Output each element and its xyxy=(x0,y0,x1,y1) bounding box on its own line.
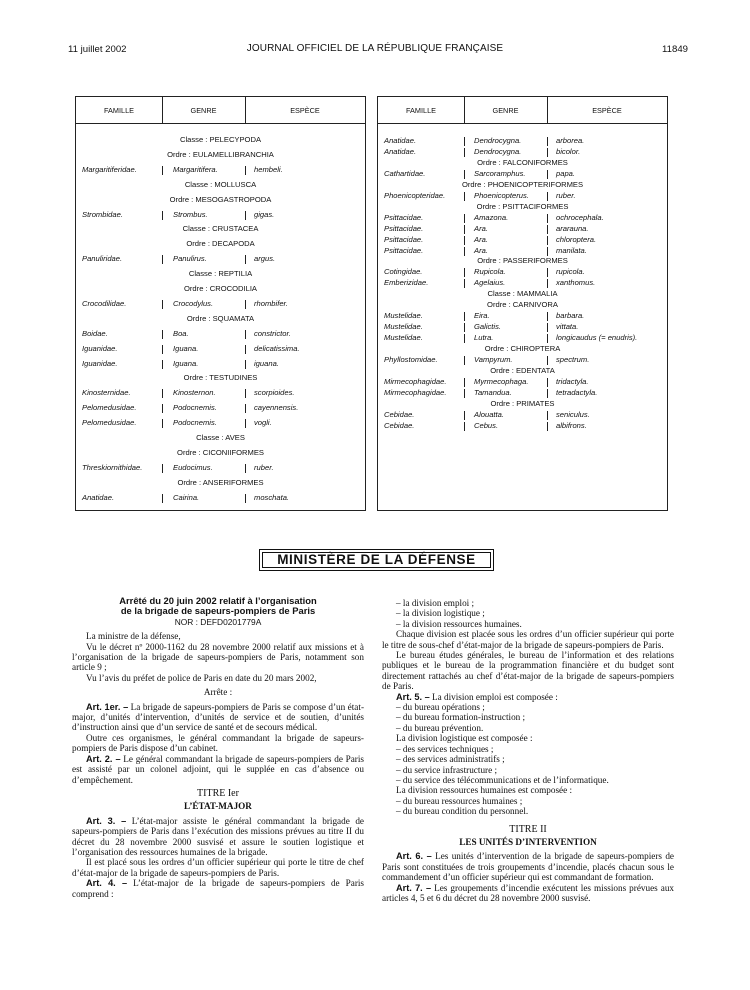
famille-cell: Cathartidae. xyxy=(384,168,426,178)
cell-divider xyxy=(162,464,163,473)
left-column xyxy=(72,596,364,899)
genre-cell: Lutra. xyxy=(474,333,494,343)
genre-cell: Tamandua. xyxy=(474,387,512,397)
cell-divider xyxy=(464,411,465,420)
cell-divider xyxy=(464,214,465,223)
list-item: – du bureau opérations ; xyxy=(396,702,485,713)
paragraph: Vu le décret nº 2000-1162 du 28 novembre 2000 relatif aux missions et à l’organisation de la brigade de sapeurs-pompiers de Paris, notamment son article 9 ; xyxy=(72,641,364,673)
list-item: – la division ressources humaines. xyxy=(396,618,522,629)
espece-cell: barbara. xyxy=(556,311,585,321)
espece-cell: tetradactyla. xyxy=(556,387,598,397)
espece-cell: rhombifer. xyxy=(254,298,288,308)
genre-cell: Alouatta. xyxy=(474,409,504,419)
species-table-right xyxy=(377,96,668,511)
titre-heading: TITRE Ier xyxy=(197,787,239,799)
espece-cell: constrictor. xyxy=(254,328,291,338)
taxon-heading: Classe : CRUSTACEA xyxy=(182,224,259,234)
taxon-heading: Ordre : SQUAMATA xyxy=(186,313,255,323)
genre-cell: Vampyrum. xyxy=(474,355,513,364)
famille-cell: Anatidae. xyxy=(82,492,115,502)
table-row xyxy=(76,209,365,221)
table-row xyxy=(76,343,365,355)
paragraph: Chaque division est placée sous les ordres d’un officier supérieur qui porte le titre de sous-chef d’état-major de la brigade de sapeurs-pompiers de Paris. xyxy=(382,629,674,650)
paragraph: La ministre de la défense, xyxy=(86,631,181,642)
table-row xyxy=(378,420,667,432)
genre-cell: Iguana. xyxy=(173,343,199,353)
famille-cell: Anatidae. xyxy=(384,146,417,156)
list-item: – du bureau ressources humaines ; xyxy=(396,795,523,806)
famille-cell: Mustelidae. xyxy=(384,311,423,321)
taxon-heading: Ordre : PHOENICOPTERIFORMES xyxy=(461,179,584,189)
cell-divider xyxy=(547,389,548,398)
taxon-heading: Ordre : PRIMATES xyxy=(490,398,555,408)
cell-divider xyxy=(547,268,548,277)
espece-cell: argus. xyxy=(254,254,276,264)
cell-divider xyxy=(464,378,465,387)
taxon-heading: Ordre : FALCONIFORMES xyxy=(477,157,568,167)
genre-cell: Margaritifera. xyxy=(173,164,218,174)
famille-cell: Mirmecophagidae. xyxy=(384,387,447,397)
cell-divider xyxy=(547,279,548,288)
cell-divider xyxy=(547,214,548,223)
list-item: – la division logistique ; xyxy=(396,608,485,619)
famille-cell: Boidae. xyxy=(82,328,108,338)
espece-cell: albifrons. xyxy=(556,420,587,430)
genre-cell: Crocodylus. xyxy=(173,298,214,308)
paragraph: Le bureau études générales, le bureau de l’information et des relations publiques et le bureau de la programmation financière et du budget sont directement rattachés au chef d’état-major de la brigade de sapeurs-pompiers de Paris. xyxy=(382,650,674,692)
header-espece: ESPÈCE xyxy=(290,106,320,115)
table-row xyxy=(76,492,365,504)
arrete-heading: Arrête : xyxy=(203,687,233,698)
taxon-heading: Classe : REPTILIA xyxy=(188,269,253,279)
espece-cell: spectrum. xyxy=(556,355,590,364)
famille-cell: Kinosternidae. xyxy=(82,388,131,398)
espece-cell: chloroptera. xyxy=(556,234,597,244)
cell-divider xyxy=(464,236,465,245)
header-espece: ESPÈCE xyxy=(592,106,622,115)
genre-cell: Panulirus. xyxy=(173,254,207,264)
paragraph: Outre ces organismes, le général commandant la brigade de sapeurs-pompiers de Paris dispose d’un cabinet. xyxy=(72,732,364,754)
cell-divider xyxy=(162,419,163,428)
cell-divider xyxy=(464,334,465,343)
page-number: 11849 xyxy=(662,44,688,55)
journal-title: JOURNAL OFFICIEL DE LA RÉPUBLIQUE FRANÇAISE xyxy=(246,43,504,54)
cell-divider xyxy=(464,422,465,431)
espece-cell: cayennensis. xyxy=(254,403,299,413)
cell-divider xyxy=(464,312,465,321)
espece-cell: ruber. xyxy=(254,462,274,472)
genre-cell: Podocnemis. xyxy=(173,418,217,428)
list-item: – des services techniques ; xyxy=(396,743,494,754)
titre-heading: TITRE II xyxy=(509,823,547,835)
table-row xyxy=(76,164,365,176)
table-row xyxy=(76,462,365,474)
famille-cell: Strombidae. xyxy=(82,209,123,219)
table-row xyxy=(76,417,365,429)
cell-divider xyxy=(245,345,246,354)
genre-cell: Rupicola. xyxy=(474,267,506,277)
paragraph: Il est placé sous les ordres d’un officier supérieur qui porte le titre de chef d’état-major de la brigade de sapeurs-pompiers de Paris. xyxy=(72,857,364,878)
cell-divider xyxy=(162,255,163,264)
article-text: Les unités d’intervention de la brigade de sapeurs-pompiers de Paris sont constituées de trois groupements d’incendie, placés chacun sous le commandement d’un officier supérieur qui est commandant de formation. xyxy=(382,851,675,883)
espece-cell: seniculus. xyxy=(556,409,590,419)
taxon-heading: Ordre : CHIROPTERA xyxy=(484,344,561,354)
cell-divider xyxy=(245,494,246,503)
famille-cell: Emberizidae. xyxy=(384,278,429,288)
famille-cell: Psittacidae. xyxy=(384,223,424,233)
cell-divider xyxy=(245,330,246,339)
taxon-heading: Ordre : CICONIIFORMES xyxy=(177,447,264,457)
cell-divider xyxy=(464,247,465,256)
cell-divider xyxy=(162,211,163,220)
header-genre: GENRE xyxy=(190,106,217,115)
cell-divider xyxy=(547,137,548,146)
cell-divider xyxy=(245,211,246,220)
taxon-heading: Ordre : DECAPODA xyxy=(186,239,255,249)
genre-cell: Dendrocygna. xyxy=(474,146,522,156)
decree-title-line2: de la brigade de sapeurs-pompiers de Paris xyxy=(120,605,316,617)
table-row xyxy=(76,387,365,399)
header-famille: FAMILLE xyxy=(405,106,436,115)
table-row xyxy=(76,253,365,265)
famille-cell: Phyllostomidae. xyxy=(384,355,438,364)
famille-cell: Mustelidae. xyxy=(384,333,423,343)
taxon-heading: Ordre : CROCODILIA xyxy=(184,284,257,293)
famille-cell: Crocodilidae. xyxy=(82,298,127,308)
article-label: Art. 4. – xyxy=(86,878,128,889)
taxon-heading: Ordre : MESOGASTROPODA xyxy=(169,194,272,204)
cell-divider xyxy=(162,389,163,398)
taxon-heading: Ordre : PASSERIFORMES xyxy=(477,256,568,266)
cell-divider xyxy=(464,279,465,288)
espece-cell: hembeli. xyxy=(254,164,283,174)
espece-cell: xanthomus. xyxy=(556,278,596,288)
section-heading: L’ÉTAT-MAJOR xyxy=(184,801,252,812)
article-label: Art. 1er. – xyxy=(86,701,129,712)
list-item: – des services administratifs ; xyxy=(396,754,505,765)
table-header xyxy=(378,97,667,124)
espece-cell: ruber. xyxy=(556,190,576,200)
genre-cell: Ara. xyxy=(474,234,488,244)
genre-cell: Iguana. xyxy=(173,358,199,368)
list-item: – du bureau prévention. xyxy=(396,722,484,733)
famille-cell: Psittacidae. xyxy=(384,212,424,222)
table-row xyxy=(76,328,365,340)
taxon-heading: Ordre : TESTUDINES xyxy=(183,373,258,383)
article-text: La division emploi est composée : xyxy=(432,691,558,702)
espece-cell: vittata. xyxy=(556,322,579,332)
cell-divider xyxy=(464,268,465,277)
list-item: – du bureau formation-instruction ; xyxy=(396,712,526,723)
famille-cell: Cebidae. xyxy=(384,409,415,419)
list-item: – du service infrastructure ; xyxy=(396,764,498,775)
cell-divider xyxy=(547,323,548,332)
cell-divider xyxy=(464,356,465,365)
espece-cell: moschata. xyxy=(254,492,290,502)
cell-divider xyxy=(245,404,246,413)
cell-divider xyxy=(547,236,548,245)
cell-divider xyxy=(464,148,465,157)
famille-cell: Margaritiferidae. xyxy=(82,164,137,174)
article-label: Art. 3. – xyxy=(86,815,127,826)
list-item: – la division emploi ; xyxy=(396,598,475,608)
famille-cell: Panuliridae. xyxy=(82,254,123,264)
cell-divider xyxy=(162,166,163,175)
header-genre: GENRE xyxy=(492,106,519,115)
table-header xyxy=(76,97,365,124)
espece-cell: rupicola. xyxy=(556,267,585,277)
nor-reference: NOR : DEFD0201779A xyxy=(174,616,262,627)
espece-cell: vogli. xyxy=(254,418,272,428)
paragraph: Vu l’avis du préfet de police de Paris en date du 20 mars 2002, xyxy=(86,672,317,683)
species-table-left xyxy=(75,96,366,511)
genre-cell: Dendrocygna. xyxy=(474,136,522,145)
espece-cell: arborea. xyxy=(556,136,585,145)
famille-cell: Threskiornithidae. xyxy=(82,462,143,472)
cell-divider xyxy=(245,300,246,309)
espece-cell: tridactyla. xyxy=(556,376,589,386)
cell-divider xyxy=(245,464,246,473)
cell-divider xyxy=(547,334,548,343)
famille-cell: Iguanidae. xyxy=(82,358,118,368)
genre-cell: Agelaius. xyxy=(474,278,506,288)
taxon-heading: Ordre : EULAMELLIBRANCHIA xyxy=(167,149,274,159)
espece-cell: scorpioides. xyxy=(254,388,295,398)
cell-divider xyxy=(464,225,465,234)
taxon-heading: Ordre : CARNIVORA xyxy=(487,300,558,310)
article-text: L’état-major assiste le général commandant la brigade de sapeurs-pompiers de Paris dans l’exécution des missions prévues au titre II du décret du 28 novembre 2000 susvisé et assure le soutien logistique et l’organisation des ressources humaines de la brigade. xyxy=(72,815,365,857)
cell-divider xyxy=(464,389,465,398)
cell-divider xyxy=(547,170,548,179)
genre-cell: Cebus. xyxy=(474,420,499,430)
cell-divider xyxy=(547,247,548,256)
cell-divider xyxy=(162,345,163,354)
famille-cell: Phoenicopteridae. xyxy=(384,190,446,200)
espece-cell: ararauna. xyxy=(556,223,589,233)
espece-cell: longicaudus (= enudris). xyxy=(556,333,638,343)
article-text: Les groupements d’incendie exécutent les missions prévues aux articles 4, 5 et 6 du décret du 28 novembre 2000 susvisé. xyxy=(382,882,675,903)
article-text: Le général commandant la brigade de sapeurs-pompiers de Paris est assisté par un colonel adjoint, qui le supplée en cas d’absence ou d’empêchement. xyxy=(72,753,364,785)
cell-divider xyxy=(464,323,465,332)
cell-divider xyxy=(547,422,548,431)
famille-cell: Cebidae. xyxy=(384,420,415,430)
table-row xyxy=(76,358,365,370)
famille-cell: Mustelidae. xyxy=(384,322,423,332)
table-row xyxy=(76,298,365,310)
genre-cell: Ara. xyxy=(474,245,488,255)
article-label: Art. 6. – xyxy=(396,851,432,862)
cell-divider xyxy=(547,192,548,201)
decree-title-line1: Arrêté du 20 juin 2002 relatif à l’organisation xyxy=(119,595,317,606)
espece-cell: papa. xyxy=(556,168,576,178)
genre-cell: Amazona. xyxy=(474,212,509,222)
espece-cell: ochrocephala. xyxy=(556,212,604,222)
famille-cell: Psittacidae. xyxy=(384,245,424,255)
table-row xyxy=(76,402,365,414)
genre-cell: Galictis. xyxy=(474,322,502,332)
genre-cell: Eira. xyxy=(474,311,490,321)
right-column xyxy=(382,598,674,903)
cell-divider xyxy=(245,255,246,264)
genre-cell: Podocnemis. xyxy=(173,403,217,413)
famille-cell: Cotingidae. xyxy=(384,267,423,277)
cell-divider xyxy=(464,192,465,201)
famille-cell: Pelomedusidae. xyxy=(82,418,137,428)
cell-divider xyxy=(547,148,548,157)
espece-cell: delicatissima. xyxy=(254,343,300,353)
header-famille: FAMILLE xyxy=(103,106,134,115)
taxon-heading: Classe : MAMMALIA xyxy=(487,289,558,299)
cell-divider xyxy=(464,137,465,146)
famille-cell: Anatidae. xyxy=(384,136,417,145)
genre-cell: Kinosternon. xyxy=(173,388,216,398)
genre-cell: Sarcoramphus. xyxy=(474,168,526,178)
taxon-heading: Ordre : PSITTACIFORMES xyxy=(476,201,569,211)
ministry-title: MINISTÈRE DE LA DÉFENSE xyxy=(262,552,491,568)
genre-cell: Eudocimus. xyxy=(173,462,213,472)
cell-divider xyxy=(162,494,163,503)
cell-divider xyxy=(162,404,163,413)
genre-cell: Cairina. xyxy=(173,492,200,502)
famille-cell: Iguanidae. xyxy=(82,343,118,353)
article-label: Art. 2. – xyxy=(86,753,121,764)
cell-divider xyxy=(547,378,548,387)
cell-divider xyxy=(162,330,163,339)
cell-divider xyxy=(547,356,548,365)
taxon-heading: Classe : MOLLUSCA xyxy=(184,179,257,189)
section-heading: LES UNITÉS D’INTERVENTION xyxy=(459,836,597,847)
genre-cell: Strombus. xyxy=(173,209,208,219)
espece-cell: manilata. xyxy=(556,245,587,255)
espece-cell: bicolor. xyxy=(556,146,581,156)
cell-divider xyxy=(547,411,548,420)
famille-cell: Mirmecophagidae. xyxy=(384,376,447,386)
article-text: La brigade de sapeurs-pompiers de Paris se compose d’un état-major, d’unités d’intervention, d’unités de service et de soutien, d’unités d’instruction ainsi que d’un service de santé et de secours médical. xyxy=(72,701,364,733)
famille-cell: Psittacidae. xyxy=(384,234,424,244)
taxon-heading: Ordre : EDENTATA xyxy=(490,365,555,375)
list-item: – du bureau condition du personnel. xyxy=(396,806,529,817)
cell-divider xyxy=(162,360,163,369)
genre-cell: Myrmecophaga. xyxy=(474,376,529,386)
cell-divider xyxy=(245,419,246,428)
cell-divider xyxy=(162,300,163,309)
genre-cell: Boa. xyxy=(173,328,189,338)
espece-cell: iguana. xyxy=(254,358,279,368)
cell-divider xyxy=(547,312,548,321)
cell-divider xyxy=(245,389,246,398)
paragraph: La division logistique est composée : xyxy=(396,733,533,744)
genre-cell: Phoenicopterus. xyxy=(474,190,529,200)
espece-cell: gigas. xyxy=(254,209,275,219)
paragraph: La division ressources humaines est composée : xyxy=(396,785,573,796)
cell-divider xyxy=(547,225,548,234)
header-date: 11 juillet 2002 xyxy=(68,44,127,55)
taxon-heading: Classe : AVES xyxy=(196,433,245,442)
article-label: Art. 5. – xyxy=(396,691,430,702)
famille-cell: Pelomedusidae. xyxy=(82,403,137,413)
genre-cell: Ara. xyxy=(474,223,488,233)
cell-divider xyxy=(245,166,246,175)
article-label: Art. 7. – xyxy=(396,882,432,893)
taxon-heading: Classe : PELECYPODA xyxy=(179,135,262,144)
taxon-heading: Ordre : ANSERIFORMES xyxy=(177,477,264,487)
cell-divider xyxy=(245,360,246,369)
article-text: L’état-major de la brigade de sapeurs-pompiers de Paris comprend : xyxy=(72,878,365,899)
cell-divider xyxy=(464,170,465,179)
list-item: – du service des télécommunications et de l’informatique. xyxy=(396,774,609,785)
ministry-box xyxy=(259,549,494,571)
